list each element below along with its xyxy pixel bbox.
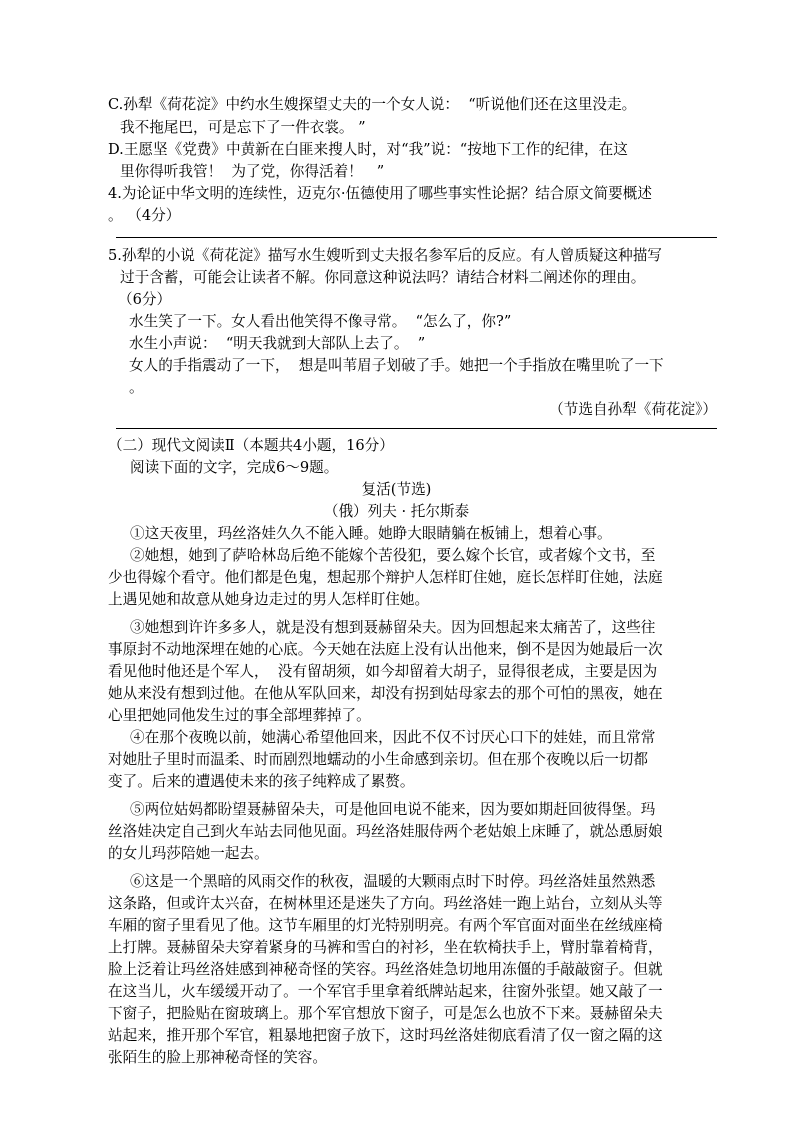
answer-line-q5 (116, 428, 717, 429)
question-4-line1: 4.为论证中华文明的连续性，迈克尔·伍德使用了哪些事实性论据？结合原文简要概述 (108, 185, 652, 202)
question-4-line2: 。 （4分） (108, 207, 181, 224)
option-c-line2: 我不拖尾巴，可是忘下了一件衣裳。 ” (120, 119, 366, 136)
para6-line6: 在这当儿，火车缓缓开动了。一个军官手里拿着纸牌站起来，往窗外张望。她又敲了一 (108, 983, 663, 1000)
excerpt-line2: 水生小声说： “明天我就到大部队上去了。 ” (129, 335, 426, 352)
para6-line4: 上打牌。聂赫留朵夫穿着紧身的马裤和雪白的衬衫，坐在软椅扶手上，臂肘靠着椅背， (108, 939, 663, 956)
option-d-line1: D.王愿坚《党费》中黄新在白匪来搜人时，对“我”说：“按地下工作的纪律，在这 (108, 141, 628, 158)
answer-line-q4 (116, 237, 717, 238)
para5-line3: 的女儿玛莎陪她一起去。 (108, 845, 269, 862)
para5-line1: ⑤两位姑妈都盼望聂赫留朵夫，可是他回电说不能来，因为要如期赶回彼得堡。玛 (130, 801, 656, 818)
para6-line5: 脸上泛着让玛丝洛娃感到神秘奇怪的笑容。玛丝洛娃急切地用冻僵的手敲敲窗子。但就 (108, 961, 663, 978)
excerpt-line3: 女人的手指震动了一下， 想是叫苇眉子划破了手。她把一个手指放在嘴里吮了一下 (129, 357, 664, 374)
para2-line2: 少也得嫁个看守。他们都是色鬼，想起那个辩护人怎样盯住她，庭长怎样盯住她，法庭 (108, 569, 663, 586)
para3-line4: 她从来没有想到过他。在他从军队回来，却没有拐到姑母家去的那个可怕的黑夜，她在 (108, 685, 663, 702)
article-title: 复活(节选) (361, 481, 432, 498)
article-author: （俄）列夫 · 托尔斯泰 (323, 503, 470, 520)
para6-line7: 下窗子，把脸贴在窗玻璃上。那个军官想放下窗子，可是怎么也放不下来。聂赫留朵夫 (108, 1005, 663, 1022)
excerpt-line1: 水生笑了一下。女人看出他笑得不像寻常。 “怎么了，你?” (129, 313, 512, 330)
excerpt-source: （节选自孙犁《荷花淀》） (549, 401, 717, 418)
excerpt-line4: 。 (129, 379, 144, 396)
question-5-line2: 过于含蓄，可能会让读者不解。你同意这种说法吗？请结合材料二阐述你的理由。 (120, 269, 646, 286)
para6-line3: 车厢的窗子里看见了他。这节车厢里的灯光特别明亮。有两个军官面对面坐在丝绒座椅 (108, 917, 663, 934)
para4-line1: ④在那个夜晚以前，她满心希望他回来，因此不仅不讨厌心口下的娃娃，而且常常 (130, 729, 656, 746)
para6-line1: ⑥这是一个黑暗的风雨交作的秋夜，温暖的大颗雨点时下时停。玛丝洛娃虽然熟悉 (130, 873, 656, 890)
para4-line3: 变了。后来的遭遇使未来的孩子纯粹成了累赘。 (108, 773, 415, 790)
para3-line3: 看见他时他还是个军人， 没有留胡须，如今却留着大胡子，显得很老成，主要是因为 (108, 663, 658, 680)
para3-line2: 事原封不动地深埋在她的心底。今天她在法庭上没有认出他来，倒不是因为她最后一次 (108, 641, 663, 658)
section-heading: （二）现代文阅读Ⅱ（本题共4小题，16分） (108, 437, 394, 454)
para6-line9: 张陌生的脸上那神秘奇怪的笑容。 (108, 1049, 327, 1066)
question-5-line1: 5.孙犁的小说《荷花淀》描写水生嫂听到丈夫报名参军后的反应。有人曾质疑这种描写 (108, 247, 662, 264)
para5-line2: 丝洛娃决定自己到火车站去同他见面。玛丝洛娃服侍两个老姑娘上床睡了，就怂恿厨娘 (108, 823, 663, 840)
question-5-score: （6分） (118, 291, 172, 308)
option-d-line2: 里你得听我管！ 为了党，你得活着！ ” (120, 163, 385, 180)
para2-line3: 上遇见她和故意从她身边走过的男人怎样盯住她。 (108, 591, 430, 608)
para6-line2: 这条路，但或许太兴奋，在树林里还是迷失了方向。玛丝洛娃一跑上站台，立刻从头等 (108, 895, 663, 912)
para3-line5: 心里把她同他发生过的事全部埋葬掉了。 (108, 707, 371, 724)
option-c-line1: C.孙犁《荷花淀》中约水生嫂探望丈夫的一个女人说： “听说他们还在这里没走。 (108, 96, 637, 113)
para3-line1: ③她想到许许多多人，就是没有想到聂赫留朵夫。因为回想起来太痛苦了，这些往 (130, 619, 656, 636)
para1-line1: ①这天夜里，玛丝洛娃久久不能入睡。她睁大眼睛躺在板铺上，想着心事。 (130, 525, 612, 542)
para4-line2: 对她肚子里时而温柔、时而剧烈地蠕动的小生命感到亲切。但在那个夜晚以后一切都 (108, 751, 648, 768)
section-instruction: 阅读下面的文字，完成6～9题。 (130, 459, 339, 476)
para2-line1: ②她想，她到了萨哈林岛后绝不能嫁个苦役犯，要么嫁个长官，或者嫁个文书，至 (130, 547, 656, 564)
para6-line8: 站起来，推开那个军官，粗暴地把窗子放下，这时玛丝洛娃彻底看清了仅一窗之隔的这 (108, 1027, 663, 1044)
